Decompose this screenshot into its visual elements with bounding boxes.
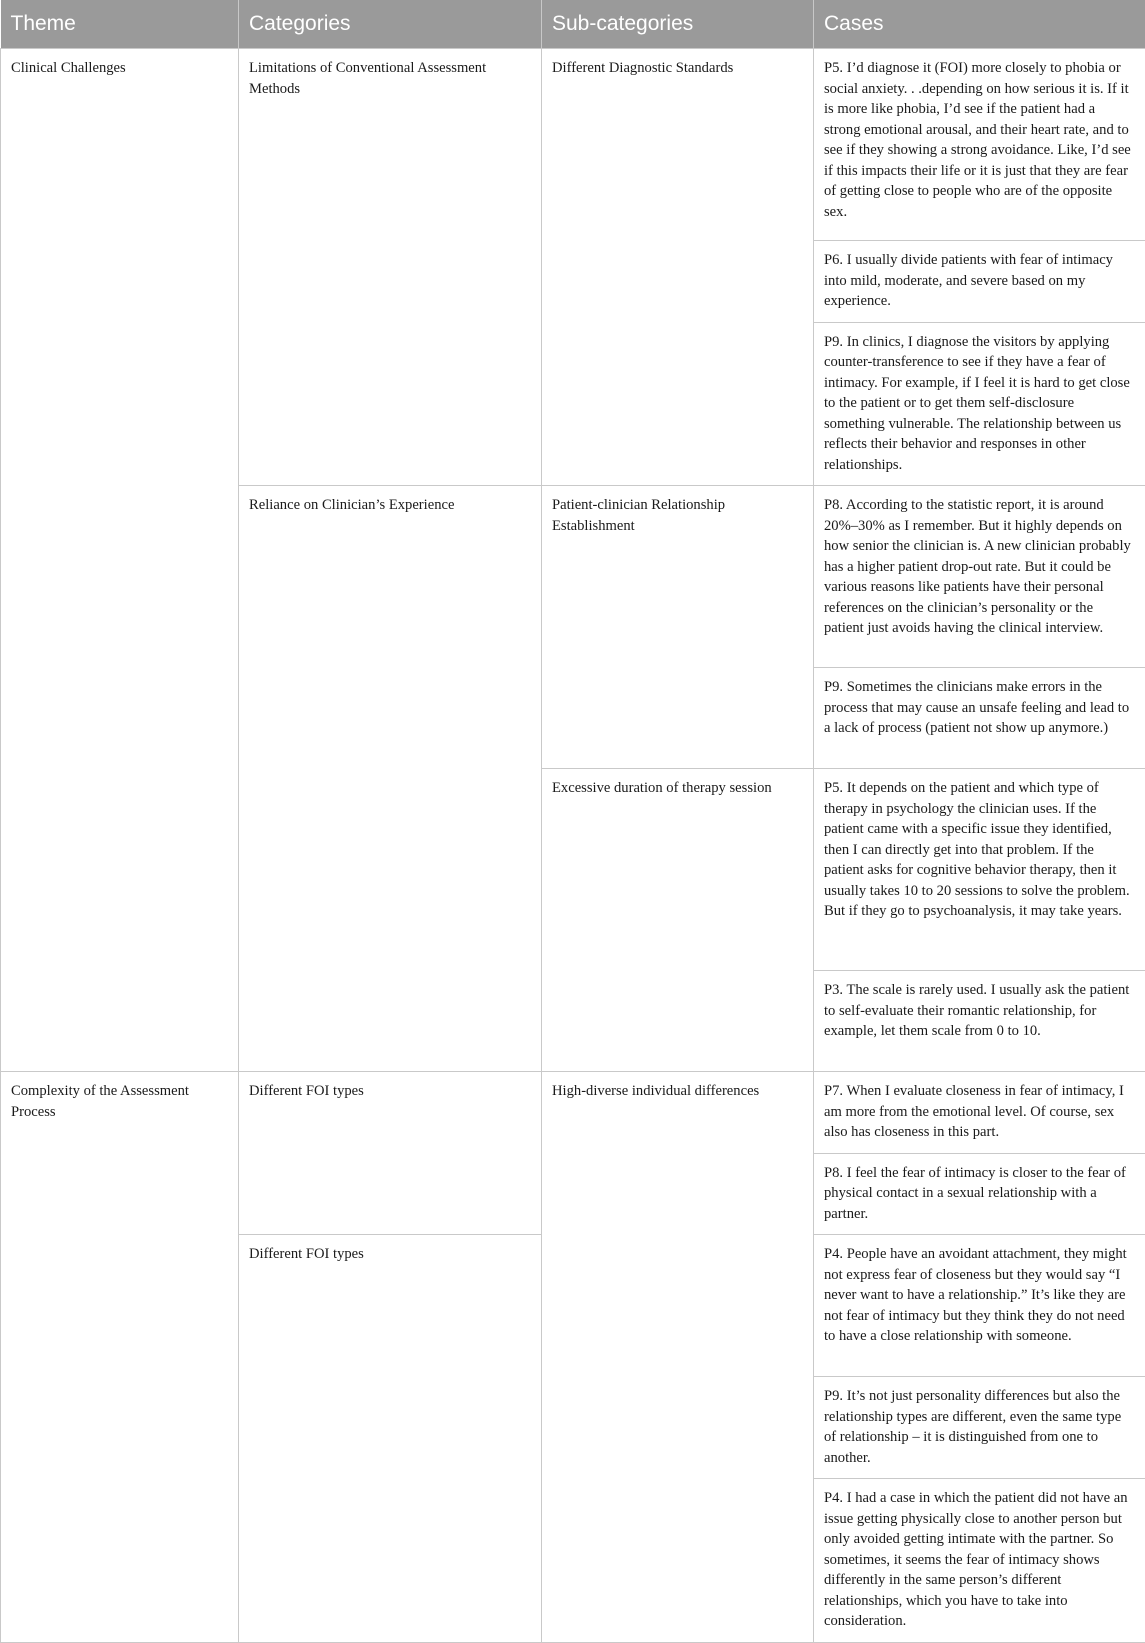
- header-cases: Cases: [814, 0, 1145, 49]
- case-cell: P9. It’s not just personality differences but also the relationship types are different, even the same type of relationship – it is distinguished from one to another.: [814, 1377, 1145, 1479]
- case-cell: P5. It depends on the patient and which type of therapy in psychology the clinician uses. If the patient came with a specific issue they identified, then I can directly get into that problem. If the patient asks for cognitive behavior therapy, then it usually takes 10 to 20 sessions to solve the problem. But if they go to psychoanalysis, it may take years.: [814, 769, 1145, 971]
- category-cell: Different FOI types: [239, 1235, 542, 1643]
- subcategory-cell: Patient-clinician Relationship Establishment: [542, 486, 814, 769]
- header-row: [1, 0, 1145, 49]
- table-row: [1, 49, 1145, 241]
- category-cell: Limitations of Conventional Assessment Methods: [239, 49, 542, 486]
- case-cell: P9. Sometimes the clinicians make errors in the process that may cause an unsafe feeling and lead to a lack of process (patient not show up anymore.): [814, 668, 1145, 769]
- case-cell: P8. According to the statistic report, it is around 20%–30% as I remember. But it highly depends on how senior the clinician is. A new clinician probably has a higher patient drop-out rate. But it could be various reasons like patients have their personal references on the clinician’s personality or the patient just avoids having the clinical interview.: [814, 486, 1145, 668]
- case-cell: P6. I usually divide patients with fear of intimacy into mild, moderate, and severe based on my experience.: [814, 241, 1145, 323]
- case-cell: P4. People have an avoidant attachment, they might not express fear of closeness but they would say “I never want to have a relationship.” It’s like they are not fear of intimacy but they think they do not need to have a close relationship with someone.: [814, 1235, 1145, 1377]
- header-categories: Categories: [239, 0, 542, 49]
- case-cell: P4. I had a case in which the patient did not have an issue getting physically close to another person but only avoided getting intimate with the partner. So sometimes, it seems the fear of intimacy shows differently in the same person’s different relationships, which you have to take into consideration.: [814, 1479, 1145, 1643]
- theme-cell: Clinical Challenges: [1, 49, 239, 1072]
- subcategory-cell: Different Diagnostic Standards: [542, 49, 814, 486]
- header-subcategories: Sub-categories: [542, 0, 814, 49]
- case-cell: P7. When I evaluate closeness in fear of intimacy, I am more from the emotional level. Of course, sex also has closeness in this part.: [814, 1072, 1145, 1154]
- case-cell: P5. I’d diagnose it (FOI) more closely to phobia or social anxiety. . .depending on how serious it is. If it is more like phobia, I’d see if the patient had a strong emotional arousal, and their heart rate, and to see if they showing a strong avoidance. Like, I’d see if this impacts their life or it is just that they are fear of getting close to people who are of the opposite sex.: [814, 49, 1145, 241]
- subcategory-cell: High-diverse individual differences: [542, 1072, 814, 1643]
- subcategory-cell: Excessive duration of therapy session: [542, 769, 814, 1072]
- table-row: [1, 1072, 1145, 1154]
- case-cell: P8. I feel the fear of intimacy is closer to the fear of physical contact in a sexual relationship with a partner.: [814, 1153, 1145, 1235]
- category-cell: Different FOI types: [239, 1072, 542, 1235]
- header-theme: Theme: [1, 0, 239, 49]
- case-cell: P9. In clinics, I diagnose the visitors by applying counter-transference to see if they have a fear of intimacy. For example, if I feel it is hard to get close to the patient or to get them self-disclosure something vulnerable. The relationship between us reflects their behavior and responses in other relationships.: [814, 322, 1145, 486]
- category-cell: Reliance on Clinician’s Experience: [239, 486, 542, 1072]
- case-cell: P3. The scale is rarely used. I usually ask the patient to self-evaluate their romantic relationship, for example, let them scale from 0 to 10.: [814, 971, 1145, 1072]
- theme-cell: Complexity of the Assessment Process: [1, 1072, 239, 1643]
